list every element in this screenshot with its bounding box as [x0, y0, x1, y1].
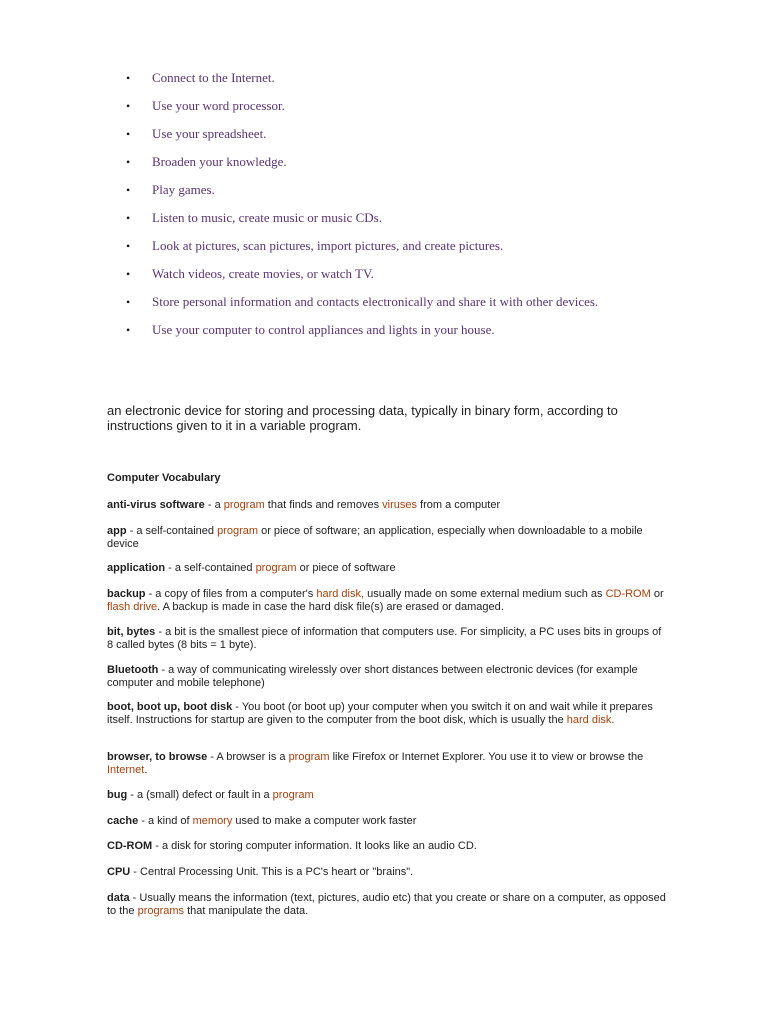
cd-rom-link[interactable]: CD-ROM: [605, 588, 651, 600]
list-item: [126, 316, 646, 344]
vocab-term: bug: [107, 789, 128, 801]
vocab-entry-app: [107, 525, 667, 550]
list-item: [126, 120, 646, 148]
vocab-entry-data: [107, 892, 667, 917]
bullet-icon: •: [126, 239, 131, 253]
list-item-text: Use your word processor.: [152, 98, 285, 113]
entry-text: . A backup is made in case the hard disk file(s) are erased or damaged.: [157, 600, 504, 613]
vocab-entry-bluetooth: [107, 664, 667, 689]
list-item-text: Listen to music, create music or music CDs.: [152, 210, 382, 225]
list-item-text: Connect to the Internet.: [152, 70, 275, 85]
program-link[interactable]: program: [217, 525, 259, 537]
entry-text: - A browser is a: [207, 751, 289, 763]
list-item-text: Use your computer to control appliances and lights in your house.: [152, 322, 495, 337]
vocab-term: browser, to browse: [107, 751, 208, 763]
program-link[interactable]: program: [272, 789, 314, 801]
list-item: [126, 176, 646, 204]
vocab-entry-application: [107, 562, 667, 575]
entry-text: usually made on some external medium such as: [364, 588, 606, 600]
bullet-icon: •: [126, 295, 131, 309]
entry-text: that finds and removes: [264, 499, 383, 511]
entry-text: from a computer: [416, 499, 501, 511]
list-item: [126, 232, 646, 260]
vocab-term: data: [107, 892, 130, 904]
vocab-term: CPU: [107, 866, 131, 878]
vocab-entry-cpu: [107, 866, 667, 879]
entry-text: used to make a computer work faster: [232, 815, 417, 827]
entry-text: - a bit is the smallest piece of information that computers use. For simplicity, a PC uses bits in groups of 8 called bytes (8 bits = 1 byte).: [107, 626, 662, 651]
list-item: [126, 92, 646, 120]
vocab-term: backup: [107, 588, 146, 600]
entry-text: or piece of software: [296, 562, 396, 574]
list-item-text: Play games.: [152, 182, 215, 197]
list-item: [126, 204, 646, 232]
feature-bullet-list: [126, 64, 646, 344]
vocab-term: CD-ROM: [107, 840, 153, 852]
vocab-term: boot, boot up, boot disk: [107, 701, 233, 713]
list-item: [126, 260, 646, 288]
hard-disk-link[interactable]: hard disk: [566, 713, 612, 726]
entry-text: or piece of software; an application, especially when downloadable to a mobile device: [107, 525, 643, 550]
vocab-entry-cd-rom: [107, 840, 667, 853]
bullet-icon: •: [126, 127, 131, 141]
vocab-term: bit, bytes: [107, 626, 156, 638]
programs-link[interactable]: programs: [137, 904, 185, 917]
entry-text: - a way of communicating wirelessly over short distances between electronic devices (for example computer and mobile telephone): [107, 664, 638, 689]
entry-text: like Firefox or Internet Explorer. You use it to view or browse the: [329, 751, 644, 763]
entry-text: .: [611, 713, 615, 726]
entry-text: - a copy of files from a computer's: [145, 588, 317, 600]
entry-text: - a: [204, 499, 224, 511]
program-link[interactable]: program: [223, 499, 265, 511]
vocab-term: Bluetooth: [107, 664, 159, 676]
vocab-entry-boot: [107, 701, 667, 726]
list-item-text: Store personal information and contacts electronically and share it with other devices.: [152, 294, 599, 309]
entry-text: - a kind of: [138, 815, 193, 827]
vocab-entry-bug: [107, 789, 667, 802]
list-item: [126, 148, 646, 176]
entry-text: .: [144, 763, 148, 776]
bullet-icon: •: [126, 183, 131, 197]
computer-definition: an electronic device for storing and processing data, typically in binary form, according to instructions given to it in a variable program.: [107, 403, 618, 433]
list-item-text: Use your spreadsheet.: [152, 126, 267, 141]
vocab-entry-cache: [107, 815, 667, 828]
vocab-term: anti-virus software: [107, 499, 205, 511]
vocabulary-heading: Computer Vocabulary: [107, 472, 221, 484]
vocab-entry-backup: [107, 588, 667, 613]
bullet-icon: •: [126, 211, 131, 225]
entry-text: or: [650, 588, 664, 600]
program-link[interactable]: program: [255, 562, 297, 574]
program-link[interactable]: program: [288, 751, 330, 763]
flash-drive-link[interactable]: flash drive: [107, 600, 158, 613]
vocab-term: cache: [107, 815, 139, 827]
entry-text: - a self-contained: [165, 562, 256, 574]
vocab-entry-bit-bytes: [107, 626, 667, 651]
entry-text: - a self-contained: [126, 525, 218, 537]
vocab-term: app: [107, 525, 127, 537]
vocab-entry-browser: [107, 751, 667, 776]
vocab-entry-anti-virus-software: [107, 499, 667, 512]
bullet-icon: •: [126, 155, 131, 169]
list-item-text: Broaden your knowledge.: [152, 154, 287, 169]
viruses-link[interactable]: viruses: [382, 499, 417, 511]
bullet-icon: •: [126, 71, 131, 85]
entry-text: - Central Processing Unit. This is a PC's heart or "brains".: [130, 866, 414, 878]
entry-text: - a (small) defect or fault in a: [127, 789, 273, 801]
bullet-icon: •: [126, 99, 131, 113]
bullet-icon: •: [126, 323, 131, 337]
entry-text: that manipulate the data.: [184, 904, 309, 917]
memory-link[interactable]: memory: [192, 815, 233, 827]
entry-text: - a disk for storing computer information. It looks like an audio CD.: [152, 840, 477, 852]
entry-text: - Usually means the information (text, pictures, audio etc) that you create or share on a computer, as opposed to the: [107, 892, 666, 917]
list-item: [126, 64, 646, 92]
bullet-icon: •: [126, 267, 131, 281]
list-item: [126, 288, 646, 316]
vocab-term: application: [107, 562, 166, 574]
list-item-text: Watch videos, create movies, or watch TV.: [152, 266, 374, 281]
hard-disk-link[interactable]: hard disk,: [316, 588, 365, 600]
list-item-text: Look at pictures, scan pictures, import pictures, and create pictures.: [152, 238, 504, 253]
internet-link[interactable]: Internet: [107, 763, 145, 776]
entry-text: - You boot (or boot up) your computer when you switch it on and wait while it prepares itself. Instructions for startup are given to the computer from the boot disk, which is usually the: [107, 701, 653, 726]
